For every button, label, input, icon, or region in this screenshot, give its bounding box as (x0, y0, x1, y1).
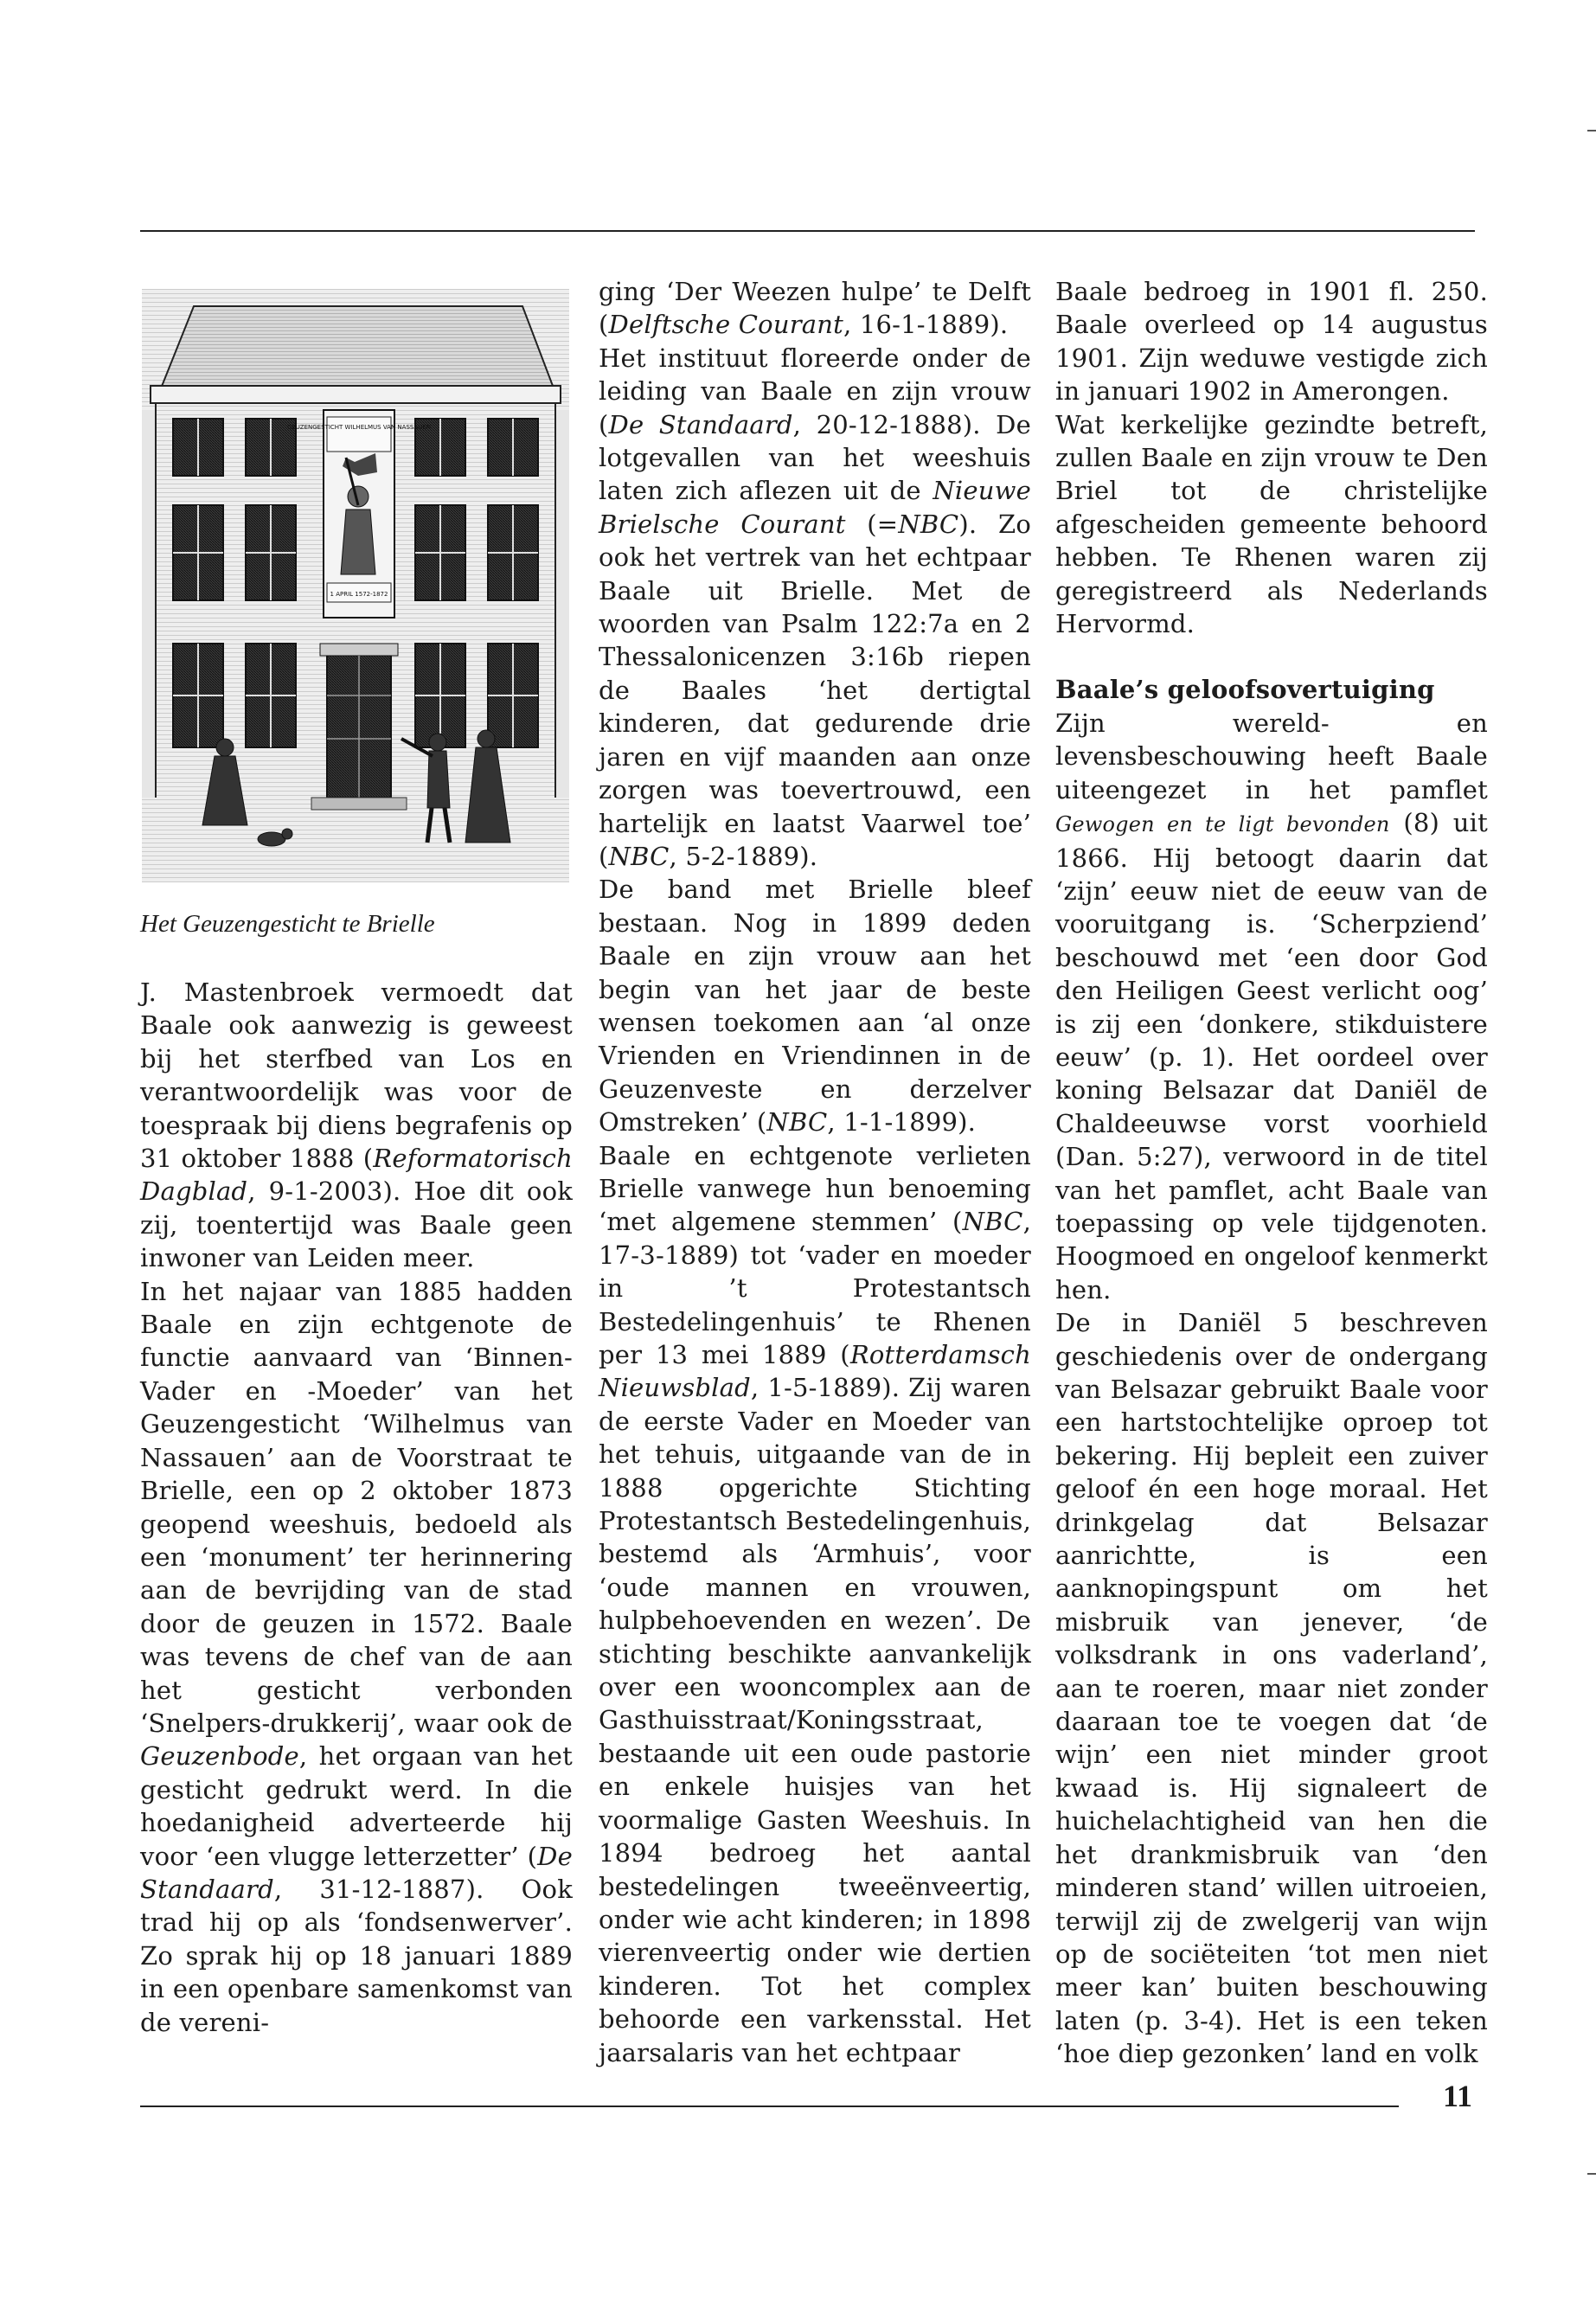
top-rule (140, 230, 1475, 232)
edge-mark (1587, 2173, 1596, 2175)
text-column-3 (1055, 275, 1488, 2071)
paragraph: In het najaar van 1885 hadden Baale en zijn echtgenote de functie aanvaard van ‘Binnen-Vader en -Moeder’ van het Geuzengesticht ‘Wilhelmus van Nassauen’ aan de Voorstraat te Brielle, een op 2 oktober 1873 geopend weeshuis, bedoeld als een ‘monument’ ter herinnering aan de bevrijding van de stad door de geuzen in 1572. Baale was tevens de chef van de aan het gesticht verbonden ‘Snelpers-drukkerij’, waar ook de Geuzenbode, het orgaan van het gesticht gedrukt werd. In die hoedanigheid adverteerde hij voor ‘een vlugge letterzetter’ (De Standaard, 31-12-1887). Ook trad hij op als ‘fondsenwerver’. Zo sprak hij op 18 januari 1889 in een openbare samenkomst van de vereni- (140, 1276, 573, 2037)
edge-mark (1587, 130, 1596, 131)
paragraph: Baale bedroeg in 1901 fl. 250. Baale overleed op 14 augustus 1901. Zijn weduwe vestigde zich in januari 1902 in Amerongen. (1055, 277, 1488, 407)
date-text: 1 APRIL 1572-1872 (330, 591, 388, 598)
figure-caption: Het Geuzengesticht te Brielle (140, 910, 435, 938)
text-column-2 (599, 275, 1031, 2069)
paragraph: Baale en echtgenote verlieten Brielle vanwege hun benoeming ‘met algemene stemmen’ (NBC, 17-3-1889) tot ‘vader en moeder in ’t Protestantsch Bestedelingenhuis’ te Rhenen per 13 mei 1889 (Rotterdamsch Nieuwsblad, 1-5-1889). Zij waren de eerste Vader en Moeder van het tehuis, uitgaande van de in 1888 opgerichte Stichting Protestantsch Bestedelingenhuis, bestemd als ‘Armhuis’, voor ‘oude mannen en vrouwen, hulpbehoevenden en wezen’. De stichting beschikte aanvankelijk over een wooncomplex aan de Gasthuisstraat/Koningsstraat, bestaande uit een oude pastorie en enkele huisjes van het voormalige Gasten Weeshuis. In 1894 bedroeg het aantal bestedelingen tweeënveertig, onder wie acht kinderen; in 1898 vierenveertig onder wie dertien kinderen. Tot het complex behoorde een varkensstal. Het jaarsalaris van het echtpaar (599, 1140, 1031, 2067)
paragraph: Wat kerkelijke gezindte betreft, zullen Baale en zijn vrouw te Den Briel tot de christelijke afgescheiden gemeente behoord hebben. Te Rhenen waren zij geregistreerd als Nederlands Hervormd. (1055, 409, 1488, 639)
geuzengesticht-engraving (142, 289, 569, 882)
plaque-text: GEUZENGESTICHT WILHELMUS VAN NASSAUEN (286, 424, 432, 431)
paragraph: Het instituut floreerde onder de leiding van Baale en zijn vrouw (De Standaard, 20-12-1888). De lotgevallen van het weeshuis laten zich aflezen uit de Nieuwe Brielsche Courant (=NBC). Zo ook het vertrek van het echtpaar Baale uit Brielle. Met de woorden van Psalm 122:7a en 2 Thessalonicenzen 3:16b riepen de Baales ‘het dertigtal kinderen, dat gedurende drie jaren en vijf maanden aan onze zorgen was toevertrouwd, een hartelijk en laatst Vaarwel toe’ (NBC, 5-2-1889). (599, 343, 1031, 871)
text-column-1 (140, 976, 573, 2039)
page-number: 11 (1443, 2079, 1473, 2113)
paragraph: J. Mastenbroek vermoedt dat Baale ook aanwezig is geweest bij het sterfbed van Los en verantwoordelijk was voor de toespraak bij diens begrafenis op 31 oktober 1888 (Reformatorisch Dagblad, 9-1-2003). Hoe dit ook zij, toentertijd was Baale geen inwoner van Leiden meer. (140, 977, 573, 1273)
paragraph: De band met Brielle bleef bestaan. Nog in 1899 deden Baale en zijn vrouw aan het begin van het jaar de beste wensen toekomen aan ‘al onze Vrienden en Vriendinnen in de Geuzenveste en derzelver Omstreken’ (NBC, 1-1-1899). (599, 875, 1031, 1138)
paragraph: Zijn wereld- en levensbeschouwing heeft Baale uiteengezet in het pamflet Gewogen en te ligt bevonden (8) uit 1866. Hij betoogt daarin dat ‘zijn’ eeuw niet de eeuw van de vooruitgang is. ‘Scherpziend’ beschouwd met ‘een door God den Heiligen Geest verlicht oog’ is zij een ‘donkere, stikduistere eeuw’ (p. 1). Het oordeel over koning Belsazar dat Daniël de Chaldeeuwse vorst voorhield (Dan. 5:27), verwoord in de titel van het pamflet, acht Baale van toepassing op vele tijdgenoten. Hoogmoed en ongeloof kenmerkt hen. (1055, 708, 1488, 1304)
section-heading: Baale’s geloofsovertuiging (1055, 675, 1435, 705)
bottom-rule (140, 2106, 1399, 2107)
paragraph: De in Daniël 5 beschreven geschiedenis over de ondergang van Belsazar gebruikt Baale voor een hartstochtelijke oproep tot bekering. Hij bepleit een zuiver geloof én een hoge moraal. Het drinkgelag dat Belsazar aanrichtte, is een aanknopingspunt om het misbruik van jenever, ‘de volksdrank in ons vaderland’, aan te roeren, maar niet zonder daaraan toe te voegen dat ‘de wijn’ een niet minder groot kwaad is. Hij signaleert de huichelachtigheid van hen die het drankmisbruik van ‘den minderen stand’ willen uitroeien, terwijl zij de zwelgerij van wijn op de sociëteiten ‘tot men niet meer kan’ buiten beschouwing laten (p. 3-4). Het is een teken ‘hoe diep gezonken’ land en volk (1055, 1308, 1488, 2069)
paragraph: ging ‘Der Weezen hulpe’ te Delft (Delftsche Courant, 16-1-1889). (599, 277, 1031, 340)
